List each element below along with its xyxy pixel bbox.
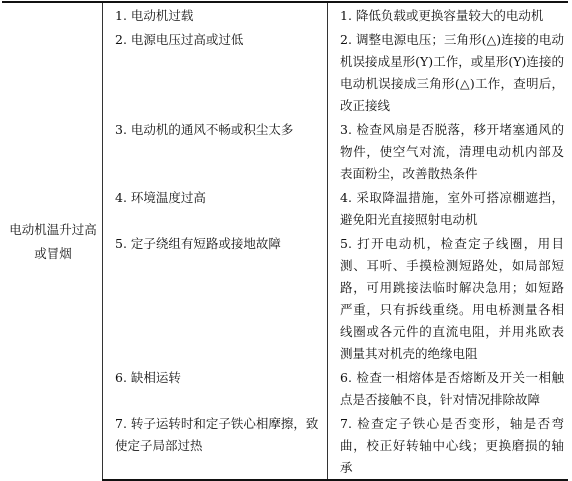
fix-cell: 6. 检查一相熔体是否熔断及开关一相触点是否接触不良，针对情况排除故障 [340,370,564,407]
symptom-cell: 电动机温升过高或冒烟 [2,2,103,480]
cause-cell: 6. 缺相运转 [103,365,328,411]
cause-cell: 3. 电动机的通风不畅或积尘太多 [103,117,328,185]
cause-cell: 2. 电源电压过高或过低 [103,27,328,117]
fix-cell: 7. 检查定子铁心是否变形，轴是否弯曲，校正好转轴中心线；更换磨损的轴承 [328,411,569,480]
fix-cell: 1. 降低负载或更换容量较大的电动机 [328,2,569,27]
cause-cell: 7. 转子运转时和定子铁心相摩擦，致使定子局部过热 [103,411,328,480]
fix-cell: 5. 打开电动机，检查定子线圈，用目测、耳听、手摸检测短路处，如局部短路，可用跳接法临时解决急用；如短路严重，只有拆线重绕。用电桥测量各相线圈或各元件的直流电阻，并用兆欧表测量其对机壳的绝缘电阻 [340,236,564,361]
fix-cell: 4. 采取降温措施，室外可搭凉棚遮挡，避免阳光直接照射电动机 [340,190,564,227]
cause-cell: 1. 电动机过载 [103,2,328,27]
table-row [2,2,568,27]
fix-cell: 2. 调整电源电压；三角形(△)连接的电动机误接成星形(Y)工作，或星形(Y)连接的电动机误接成三角形(△)工作，查明后，改正接线 [340,32,564,113]
fix-cell: 3. 检查风扇是否脱落，移开堵塞通风的物件，使空气对流，清理电动机内部及表面粉尘，改善散热条件 [340,122,564,181]
cause-cell: 5. 定子绕组有短路或接地故障 [103,231,328,365]
cause-cell: 4. 环境温度过高 [103,185,328,231]
fault-table [2,1,568,481]
